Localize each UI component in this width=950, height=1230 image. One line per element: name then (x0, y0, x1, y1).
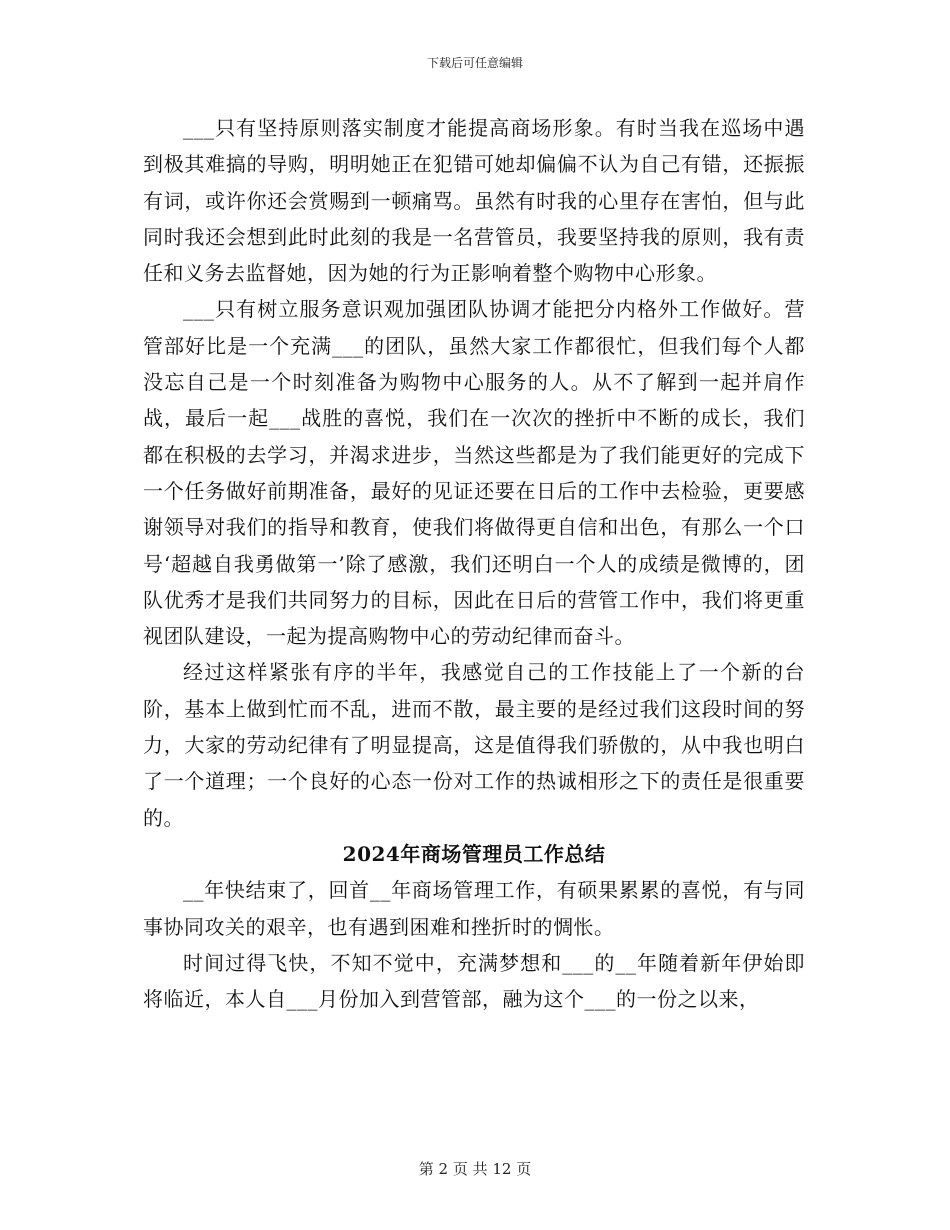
body-paragraph-1: ___只有坚持原则落实制度才能提高商场形象。有时当我在巡场中遇到极其难搞的导购，明明她正在犯错可她却偏偏不认为自己有错，还振振有词，或许你还会赏赐到一顿痛骂。虽然有时我的心里存在害怕，但与此同时我还会想到此时此刻的我是一名营管员，我要坚持我的原则，我有责任和义务去监督她，因为她的行为正影响着整个购物中心形象。 (143, 116, 805, 286)
body-paragraph-2: ___只有树立服务意识观加强团队协调才能把分内格外工作做好。营管部好比是一个充满___的团队，虽然大家工作都很忙，但我们每个人都没忘自己是一个时刻准备为购物中心服务的人。从不了解到一起并肩作战，最后一起___战胜的喜悦，我们在一次次的挫折中不断的成长，我们都在积极的去学习，并渴求进步，当然这些都是为了我们能更好的完成下一个任务做好前期准备，最好的见证还要在日后的工作中去检验，更要感谢领导对我们的指导和教育，使我们将做得更自信和出色，有那么一个口号‘超越自我勇做第一’除了感激，我们还明白一个人的成绩是微博的，团队优秀才是我们共同努力的目标，因此在日后的营管工作中，我们将更重视团队建设，一起为提高购物中心的劳动纪律而奋斗。 (143, 297, 805, 649)
page-header: 下载后可任意编辑 (426, 56, 523, 70)
section-paragraph-1: __年快结束了，回首__年商场管理工作，有硕果累累的喜悦，有与同事协同攻关的艰辛，也有遇到困难和挫折时的惆怅。 (143, 878, 805, 939)
page-footer: 第 2 页 共 12 页 (418, 1160, 532, 1178)
section-title: 2024年商场管理员工作总结 (342, 841, 606, 866)
body-paragraph-3: 经过这样紧张有序的半年，我感觉自己的工作技能上了一个新的台阶，基本上做到忙而不乱，进而不散，最主要的是经过我们这段时间的努力，大家的劳动纪律有了明显提高，这是值得我们骄傲的，从中我也明白了一个道理；一个良好的心态一份对工作的热诚相形之下的责任是很重要的。 (143, 660, 805, 830)
section-paragraph-2: 时间过得飞快，不知不觉中，充满梦想和___的__年随着新年伊始即将临近，本人自___月份加入到营管部，融为这个___的一份之以来， (143, 950, 805, 1012)
document-body (143, 110, 805, 1017)
